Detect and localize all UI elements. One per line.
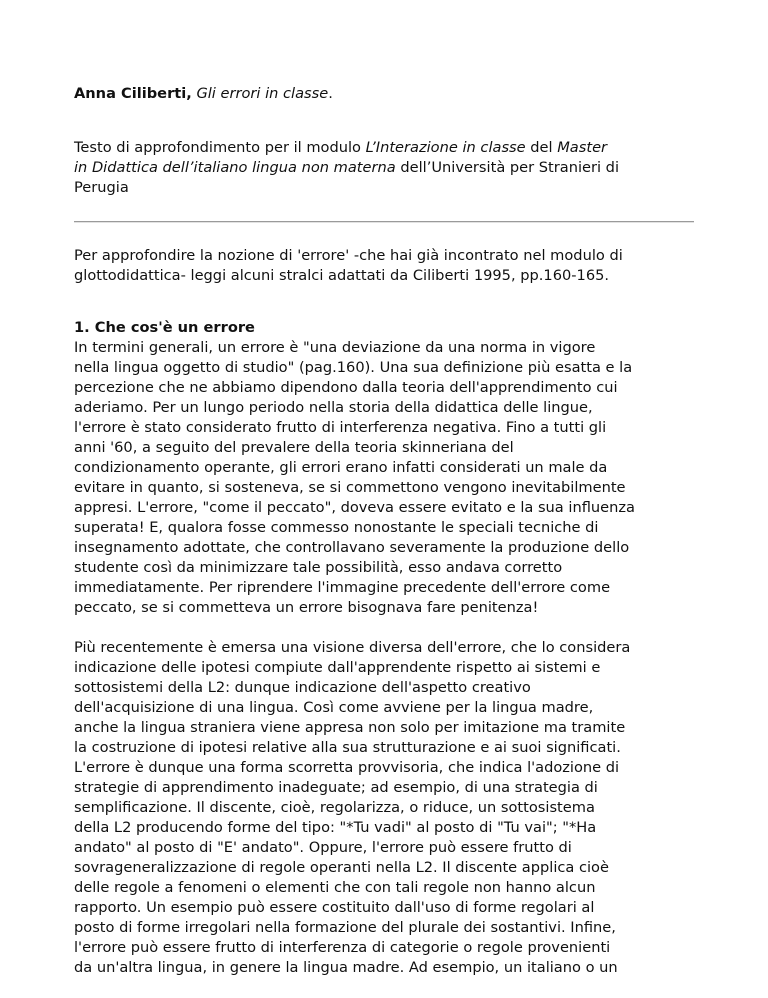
paragraph-line: studente così da minimizzare tale possibilità, esso andava corretto (74, 559, 563, 576)
intro-text-2: del (525, 139, 558, 156)
paragraph-line: la costruzione di ipotesi relative alla sua strutturazione e ai suoi significati. (74, 739, 621, 756)
paragraph-line: l'errore è stato considerato frutto di interferenza negativa. Fino a tutti gli (74, 419, 607, 436)
paragraph-line: peccato, se si commetteva un errore bisognava fare penitenza! (74, 599, 539, 616)
paragraph-line: aderiamo. Per un lungo periodo nella storia della didattica delle lingue, (74, 399, 593, 416)
paragraph-line: insegnamento adottate, che controllavano severamente la produzione dello (74, 539, 630, 556)
horizontal-divider (74, 221, 694, 223)
lead-line: glottodidattica- leggi alcuni stralci adattati da Ciliberti 1995, pp.160-165. (74, 267, 610, 284)
paragraph-line: semplificazione. Il discente, cioè, regolarizza, o riduce, un sottosistema (74, 799, 595, 816)
paragraph-line: delle regole a fenomeni o elementi che con tali regole non hanno alcun (74, 879, 596, 896)
paragraph-line: evitare in quanto, si sosteneva, se si commettono vengono inevitabilmente (74, 479, 626, 496)
paragraph-line: da un'altra lingua, in genere la lingua madre. Ad esempio, un italiano o un (74, 959, 618, 976)
paragraph-line: nella lingua oggetto di studio" (pag.160). Una sua definizione più esatta e la (74, 359, 633, 376)
document-title: Gli errori in classe (196, 85, 329, 102)
paragraph-line: dell'acquisizione di una lingua. Così come avviene per la lingua madre, (74, 699, 594, 716)
intro-text-4: Perugia (74, 179, 129, 196)
section-title: 1. Che cos'è un errore (74, 319, 255, 336)
master-name-start: Master (557, 139, 608, 156)
intro-text-3: dell’Università per Stranieri di (395, 159, 619, 176)
paragraph-line: l'errore può essere frutto di interferenza di categorie o regole provenienti (74, 939, 611, 956)
intro-text-1: Testo di approfondimento per il modulo (74, 139, 366, 156)
paragraph-line: indicazione delle ipotesi compiute dall'apprendente rispetto ai sistemi e (74, 659, 601, 676)
section-what-is-error (74, 318, 704, 998)
paragraph-line: posto di forme irregolari nella formazione del plurale dei sostantivi. Infine, (74, 919, 616, 936)
lead-paragraph (74, 246, 704, 286)
paragraph-line: immediatamente. Per riprendere l'immagine precedente dell'errore come (74, 579, 611, 596)
lead-line: Per approfondire la nozione di 'errore' -che hai già incontrato nel modulo di (74, 247, 623, 264)
paragraph-line: sovrageneralizzazione di regole operanti nella L2. Il discente applica cioè (74, 859, 609, 876)
paragraph-line: anche la lingua straniera viene appresa non solo per imitazione ma tramite (74, 719, 626, 736)
title-period: . (328, 85, 333, 102)
paragraph-line: andato" al posto di "E' andato". Oppure, l'errore può essere frutto di (74, 839, 572, 856)
intro-paragraph (74, 138, 704, 198)
paragraph-line: In termini generali, un errore è "una deviazione da una norma in vigore (74, 339, 596, 356)
paragraph-line: condizionamento operante, gli errori erano infatti considerati un male da (74, 459, 608, 476)
module-name: L’Interazione in classe (365, 139, 526, 156)
paragraph-line: Più recentemente è emersa una visione diversa dell'errore, che lo considera (74, 639, 631, 656)
body-paragraph-1 (74, 338, 704, 618)
paragraph-line: percezione che ne abbiamo dipendono dalla teoria dell'apprendimento cui (74, 379, 618, 396)
paragraph-line: sottosistemi della L2: dunque indicazione dell'aspetto creativo (74, 679, 531, 696)
master-name-rest: in Didattica dell’italiano lingua non materna (74, 159, 396, 176)
paragraph-line: L'errore è dunque una forma scorretta provvisoria, che indica l'adozione di (74, 759, 620, 776)
body-paragraph-2 (74, 638, 704, 978)
author-name: Anna Ciliberti, (74, 85, 192, 102)
document-header (74, 84, 333, 104)
paragraph-line: superata! E, qualora fosse commesso nonostante le speciali tecniche di (74, 519, 599, 536)
paragraph-line: strategie di apprendimento inadeguate; ad esempio, di una strategia di (74, 779, 598, 796)
paragraph-line: rapporto. Un esempio può essere costituito dall'uso di forme regolari al (74, 899, 595, 916)
paragraph-line: appresi. L'errore, "come il peccato", doveva essere evitato e la sua influenza (74, 499, 635, 516)
paragraph-line: anni '60, a seguito del prevalere della teoria skinneriana del (74, 439, 514, 456)
paragraph-line: della L2 producendo forme del tipo: "*Tu vadi" al posto di "Tu vai"; "*Ha (74, 819, 597, 836)
